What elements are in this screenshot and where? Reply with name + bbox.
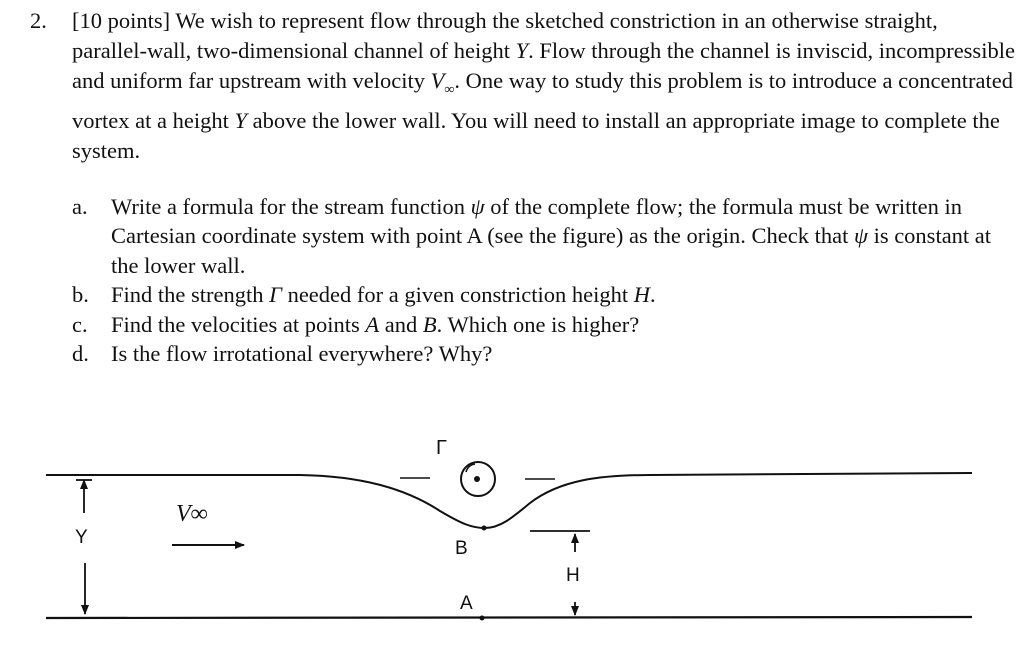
- gamma-label: Γ: [436, 437, 448, 459]
- channel-sketch: [0, 418, 1024, 668]
- lower-wall: [46, 617, 972, 618]
- part-c: c. Find the velocities at points A and B. Which one is higher?: [72, 311, 640, 337]
- point-b-label: B: [455, 538, 468, 559]
- point-a-marker: [480, 616, 485, 621]
- vortex-center-dot: [474, 476, 480, 482]
- point-a-label: A: [460, 593, 473, 614]
- problem-statement: [30, 6, 1015, 166]
- v-infinity-label: V∞: [176, 501, 208, 527]
- part-a: a. Write a formula for the stream function ψ of the complete flow; the formula must be written in Cartesian coordinate system with point A (see the figure) as the origin. Check that ψ is constant at the lower wall.: [72, 193, 992, 278]
- problem-intro: [10 points] We wish to represent flow through the sketched constriction in an otherwise straight, parallel-wall, two-dimensional channel of height Y. Flow through the channel is inviscid, incompressible and uniform far upstream with velocity $V_\infty$. One way to study this problem is to introduce a concentrated vortex at a height Y above the lower wall. You will need to install an appropriate image to complete the system.: [72, 8, 1015, 163]
- point-b-marker: [482, 526, 487, 531]
- subquestion-list: [72, 192, 1015, 370]
- problem-2: [30, 6, 1015, 369]
- part-b: b. Find the strength Γ needed for a given constriction height H.: [72, 282, 656, 308]
- problem-number: 2.: [30, 8, 47, 33]
- y-label: Y: [75, 527, 88, 548]
- h-label: H: [566, 565, 580, 586]
- part-d: d. Is the flow irrotational everywhere? Why?: [72, 341, 493, 367]
- channel-figure: [0, 418, 1024, 668]
